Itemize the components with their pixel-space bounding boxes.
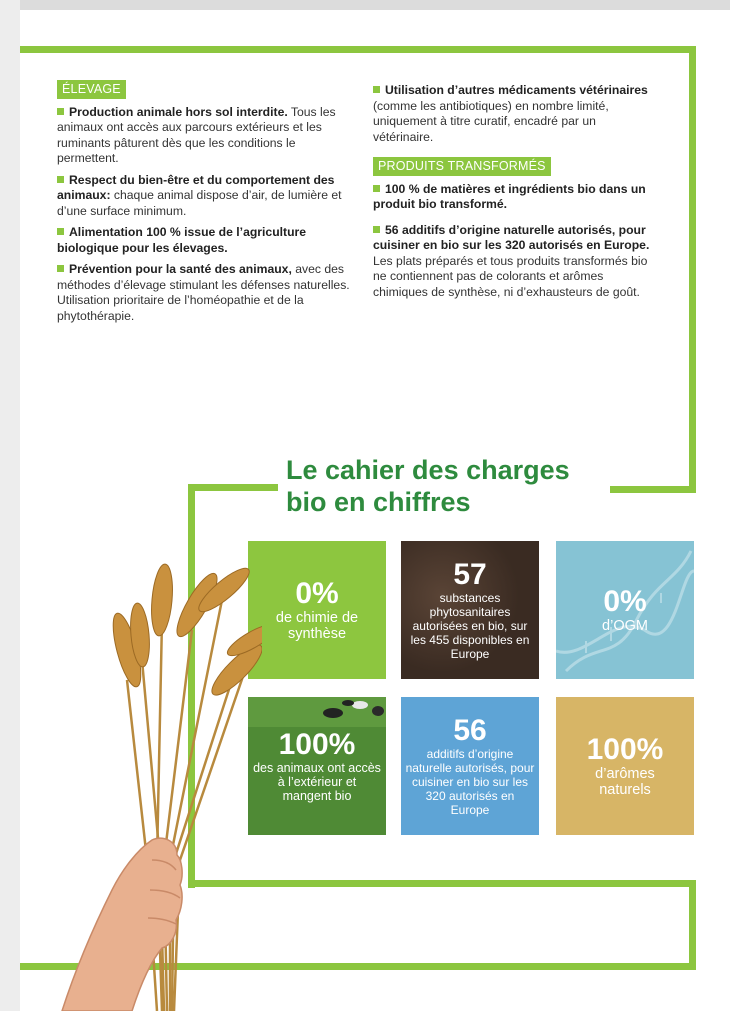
stat-value: 57 (453, 558, 487, 591)
left-column (57, 80, 357, 330)
bullet-square-icon (373, 86, 380, 93)
list-item: Utilisation d’autres médicaments vétérinaires (comme les antibiotiques) en nombre limité, uniquement à titre curatif, encadré par un vétérinaire. (373, 83, 648, 144)
frame-right-lower-line (689, 880, 696, 970)
bullet-square-icon (57, 108, 64, 115)
stat-label: additifs d’origine naturelle autorisés, pour cuisiner en bio sur les 320 autorisés en Europe (405, 747, 535, 817)
list-item: Prévention pour la santé des animaux, avec des méthodes d’élevage stimulant les défenses naturelles. Utilisation prioritaire de l’homéopathie et de la phytothérapie. (57, 262, 350, 323)
inner-bottom-line (188, 880, 696, 887)
stat-label: d’OGM (602, 618, 648, 634)
list-item: 100 % de matières et ingrédients bio dans un produit bio transformé. (373, 181, 646, 211)
stat-tile-phytosanitaires (401, 541, 539, 679)
inner-top-left-line (188, 484, 280, 491)
frame-top-line (20, 46, 696, 53)
stat-value: 100% (278, 728, 356, 761)
list-item: 56 additifs d’origine naturelle autorisés, pour cuisiner en bio sur les 320 autorisés en Europe. Les plats préparés et tous produits transformés bio ne contiennent pas de colorants et arômes chimiques de synthèse, ni d’exhausteurs de goût. (373, 222, 650, 299)
heading-line-2: bio en chiffres (286, 487, 471, 517)
stat-tile-ogm (556, 541, 694, 679)
top-margin (0, 0, 730, 10)
stat-tile-chimie (248, 541, 386, 679)
list-item: Production animale hors sol interdite. Tous les animaux ont accès aux parcours extérieurs et les ruminants pâturent dès que les conditions le permettent. (57, 104, 336, 165)
elevage-tag: ÉLEVAGE (57, 80, 126, 99)
stat-label: de chimie de synthèse (275, 610, 359, 642)
right-column (373, 83, 658, 306)
stat-tile-animaux (248, 697, 386, 835)
stat-label: substances phytosanitaires autorisées en bio, sur les 455 disponibles en Europe (410, 591, 530, 661)
bullet-square-icon (57, 176, 64, 183)
bullet-square-icon (373, 185, 380, 192)
left-margin (0, 0, 20, 1011)
stat-tile-aromes (556, 697, 694, 835)
stat-label: d’arômes naturels (595, 766, 655, 798)
produits-transformes-tag: PRODUITS TRANSFORMÉS (373, 157, 551, 176)
stat-value: 0% (295, 577, 339, 610)
section-heading (278, 454, 610, 518)
list-item: Respect du bien-être et du comportement des animaux: chaque animal dispose d’air, de lumière et d’une surface minimum. (57, 172, 342, 218)
heading-line-1: Le cahier des charges (286, 455, 570, 485)
bullet-square-icon (373, 226, 380, 233)
inner-top-right-line (596, 486, 696, 493)
list-item: Alimentation 100 % issue de l’agriculture biologique pour les élevages. (57, 225, 307, 255)
bullet-square-icon (57, 228, 64, 235)
stat-value: 0% (603, 585, 647, 618)
stat-label: des animaux ont accès à l’extérieur et mangent bio (253, 761, 381, 803)
hand-holding-wheat-image (52, 560, 262, 1011)
stat-tile-additifs (401, 697, 539, 835)
stat-value: 100% (586, 733, 664, 766)
bullet-square-icon (57, 265, 64, 272)
frame-right-upper-line (689, 46, 696, 493)
stat-value: 56 (453, 714, 487, 747)
